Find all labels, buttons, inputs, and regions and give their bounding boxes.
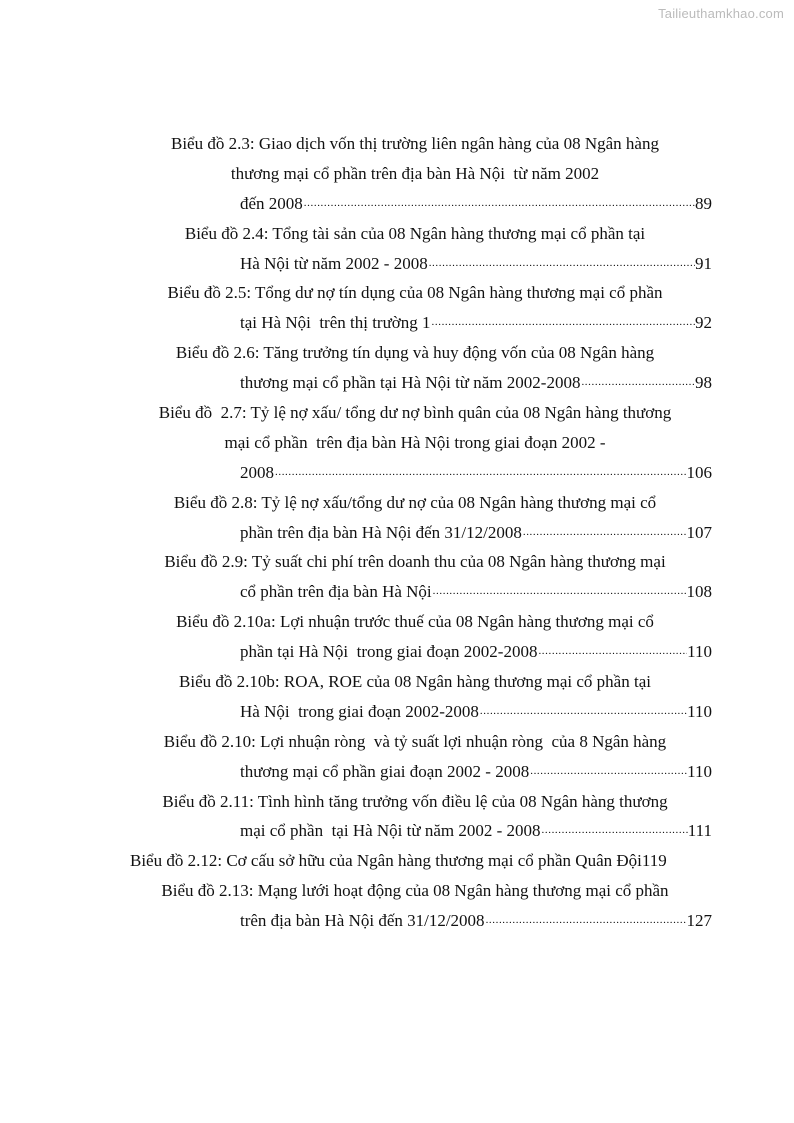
toc-entry-title-line: Biểu đồ 2.7: Tỷ lệ nợ xấu/ tổng dư nợ bình quân của 08 Ngân hàng thương [158, 403, 672, 423]
toc-entry-last-text: thương mại cổ phần tại Hà Nội từ năm 2002-2008 [240, 373, 581, 393]
toc-entry-leader-line [240, 577, 712, 607]
toc-entry-title-line: Biểu đồ 2.10: Lợi nhuận ròng và tỷ suất lợi nhuận ròng của 8 Ngân hàng [163, 731, 667, 751]
toc-entry-title-line: Biểu đồ 2.10a: Lợi nhuận trước thuế của 08 Ngân hàng thương mại cổ [176, 612, 654, 632]
toc-entry-leader-line [240, 189, 712, 219]
toc-entry[interactable] [0, 846, 794, 876]
toc-entry-leader-line [240, 458, 712, 488]
toc-entry-last-text: cổ phần trên địa bàn Hà Nội [240, 582, 432, 602]
dot-leader [529, 757, 687, 787]
dot-leader [432, 577, 687, 607]
dot-leader [303, 189, 695, 219]
toc-entry[interactable] [0, 488, 794, 548]
toc-entry[interactable] [0, 219, 794, 279]
toc-page-number: 110 [687, 642, 712, 662]
toc-entry-title-line: Biểu đồ 2.8: Tỷ lệ nợ xấu/tổng dư nợ của 08 Ngân hàng thương mại cổ [173, 492, 657, 512]
toc-entry[interactable] [0, 607, 794, 667]
dot-leader [428, 249, 695, 279]
toc-entry-title-line: Biểu đồ 2.3: Giao dịch vốn thị trường liên ngân hàng của 08 Ngân hàng [171, 134, 659, 153]
toc-entry-leader-line [240, 816, 712, 846]
toc-entry[interactable] [0, 547, 794, 607]
dot-leader [580, 368, 695, 398]
toc-entry[interactable] [0, 667, 794, 727]
dot-leader [541, 816, 688, 846]
toc-page-number: 119 [641, 851, 667, 871]
toc-entry-leader-line [240, 697, 712, 727]
toc-entry[interactable] [0, 278, 794, 338]
table-of-figures [0, 129, 794, 936]
toc-page-number: 98 [695, 373, 712, 393]
toc-entry-title-line: Biểu đồ 2.13: Mạng lưới hoạt động của 08 Ngân hàng thương mại cổ phần [161, 881, 669, 901]
toc-entry-leader-line [240, 249, 712, 279]
toc-entry[interactable] [0, 398, 794, 488]
toc-page-number: 89 [695, 193, 712, 213]
toc-entry-last-text: 2008 [240, 462, 274, 482]
dot-leader [431, 308, 695, 338]
toc-entry[interactable] [0, 727, 794, 787]
toc-entry-last-text: phần tại Hà Nội trong giai đoạn 2002-2008 [240, 642, 538, 662]
toc-page-number: 106 [686, 462, 712, 482]
toc-entry-last-text: tại Hà Nội trên thị trường 1 [240, 313, 431, 333]
toc-entry-last-text: thương mại cổ phần giai đoạn 2002 - 2008 [240, 761, 530, 781]
toc-entry-title-line: Biểu đồ 2.10b: ROA, ROE của 08 Ngân hàng thương mại cổ phần tại [179, 672, 651, 692]
dot-leader [485, 906, 687, 936]
dot-leader [274, 458, 687, 488]
toc-entry-last-text: trên địa bàn Hà Nội đến 31/12/2008 [240, 911, 485, 931]
toc-entry-title-line: thương mại cổ phần trên địa bàn Hà Nội từ năm 2002 [230, 163, 600, 183]
toc-page-number: 111 [687, 821, 712, 841]
toc-entry-title-line: Biểu đồ 2.11: Tình hình tăng trưởng vốn điều lệ của 08 Ngân hàng thương [162, 791, 668, 811]
toc-page-number: 108 [686, 582, 712, 602]
toc-entry-last-text: phần trên địa bàn Hà Nội đến 31/12/2008 [240, 522, 522, 542]
watermark: Tailieuthamkhao.com [658, 6, 784, 21]
toc-page-number: 127 [686, 911, 712, 931]
toc-entry-leader-line [240, 518, 712, 548]
toc-entry-title-line: Biểu đồ 2.4: Tổng tài sản của 08 Ngân hàng thương mại cổ phần tại [184, 223, 646, 243]
toc-page-number: 110 [687, 761, 712, 781]
toc-page-number: 110 [687, 701, 712, 721]
toc-entry-title-line: Biểu đồ 2.5: Tổng dư nợ tín dụng của 08 Ngân hàng thương mại cổ phần [167, 283, 663, 303]
toc-entry-last-text: Hà Nội từ năm 2002 - 2008 [240, 253, 428, 273]
toc-page-number: 91 [695, 253, 712, 273]
toc-entry-title-line: Biểu đồ 2.9: Tỷ suất chi phí trên doanh thu của 08 Ngân hàng thương mại [164, 552, 666, 572]
toc-entry[interactable] [0, 338, 794, 398]
toc-entry[interactable] [0, 129, 794, 219]
toc-entry-leader-line [240, 637, 712, 667]
dot-leader [537, 637, 687, 667]
toc-entry-leader-line [240, 368, 712, 398]
toc-entry-last-text: đến 2008 [240, 193, 303, 213]
toc-page-number: 107 [686, 522, 712, 542]
dot-leader [479, 697, 687, 727]
dot-leader [522, 518, 687, 548]
toc-entry-title-line: Biểu đồ 2.6: Tăng trưởng tín dụng và huy động vốn của 08 Ngân hàng [175, 343, 655, 363]
toc-entry-last-text: Biểu đồ 2.12: Cơ cấu sở hữu của Ngân hàng thương mại cổ phần Quân Đội [130, 851, 642, 871]
toc-entry[interactable] [0, 787, 794, 847]
toc-entry-leader-line [240, 757, 712, 787]
toc-entry-last-text: mại cổ phần tại Hà Nội từ năm 2002 - 2008 [240, 821, 541, 841]
toc-entry-last-text: Hà Nội trong giai đoạn 2002-2008 [240, 701, 479, 721]
toc-page-number: 92 [695, 313, 712, 333]
toc-entry-leader-line [130, 846, 712, 876]
toc-entry-leader-line [240, 906, 712, 936]
toc-entry-title-line: mại cổ phần trên địa bàn Hà Nội trong giai đoạn 2002 - [224, 432, 606, 452]
toc-entry[interactable] [0, 876, 794, 936]
toc-entry-leader-line [240, 308, 712, 338]
